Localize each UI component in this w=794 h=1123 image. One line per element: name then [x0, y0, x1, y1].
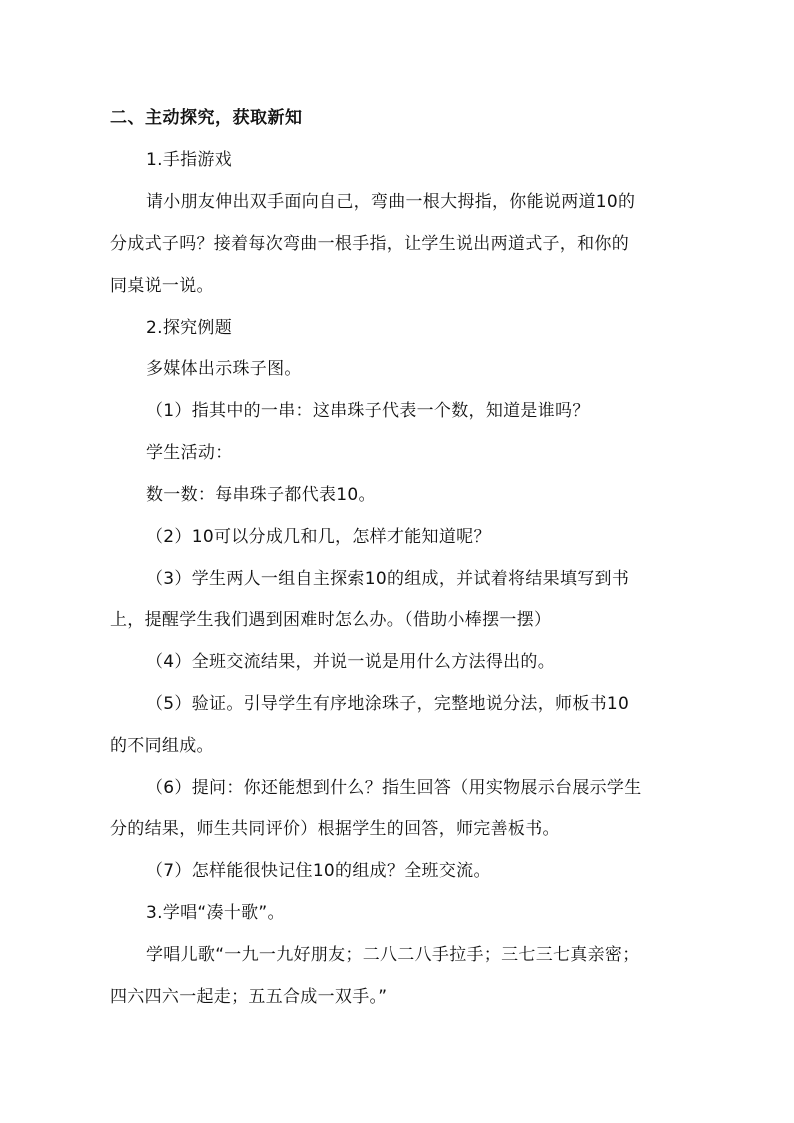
subsection-title-song: 3.学唱“凑十歌”。 — [146, 903, 285, 923]
subsection-title-finger-game: 1.手指游戏 — [146, 150, 233, 170]
paragraph-line: 多媒体出示珠子图。 — [146, 359, 302, 379]
step-item: （2）10可以分成几和几，怎样才能知道呢？ — [146, 527, 491, 547]
step-item: （5）验证。引导学生有序地涂珠子，完整地说分法，师板书10 — [146, 694, 630, 714]
subsection-title-example: 2.探究例题 — [146, 318, 233, 338]
step-item: （3）学生两人一组自主探索10的组成，并试着将结果填写到书 — [146, 569, 630, 589]
paragraph-line: 分的结果，师生共同评价）根据学生的回答，师完善板书。 — [110, 819, 560, 839]
paragraph-line: 学唱儿歌“一九一九好朋友；二八二八手拉手；三七三七真亲密； — [146, 945, 640, 965]
paragraph-line: 分成式子吗？接着每次弯曲一根手指，让学生说出两道式子，和你的 — [110, 234, 629, 254]
paragraph-line: 的不同组成。 — [110, 736, 214, 756]
section-heading: 二、主动探究，获取新知 — [110, 108, 303, 128]
paragraph-line: 请小朋友伸出双手面向自己，弯曲一根大拇指，你能说两道10的 — [146, 192, 636, 212]
paragraph-line: 学生活动： — [146, 443, 233, 463]
paragraph-line: 四六四六一起走；五五合成一双手。” — [110, 987, 388, 1007]
paragraph-line: 数一数：每串珠子都代表10。 — [146, 485, 376, 505]
step-item: （4）全班交流结果，并说一说是用什么方法得出的。 — [146, 652, 556, 672]
step-item: （7）怎样能很快记住10的组成？全班交流。 — [146, 861, 491, 881]
step-item: （6）提问：你还能想到什么？指生回答（用实物展示台展示学生 — [146, 778, 642, 798]
step-item: （1）指其中的一串：这串珠子代表一个数，知道是谁吗？ — [146, 401, 590, 421]
paragraph-line: 上，提醒学生我们遇到困难时怎么办。（借助小棒摆一摆） — [110, 610, 552, 630]
paragraph-line: 同桌说一说。 — [110, 276, 214, 296]
